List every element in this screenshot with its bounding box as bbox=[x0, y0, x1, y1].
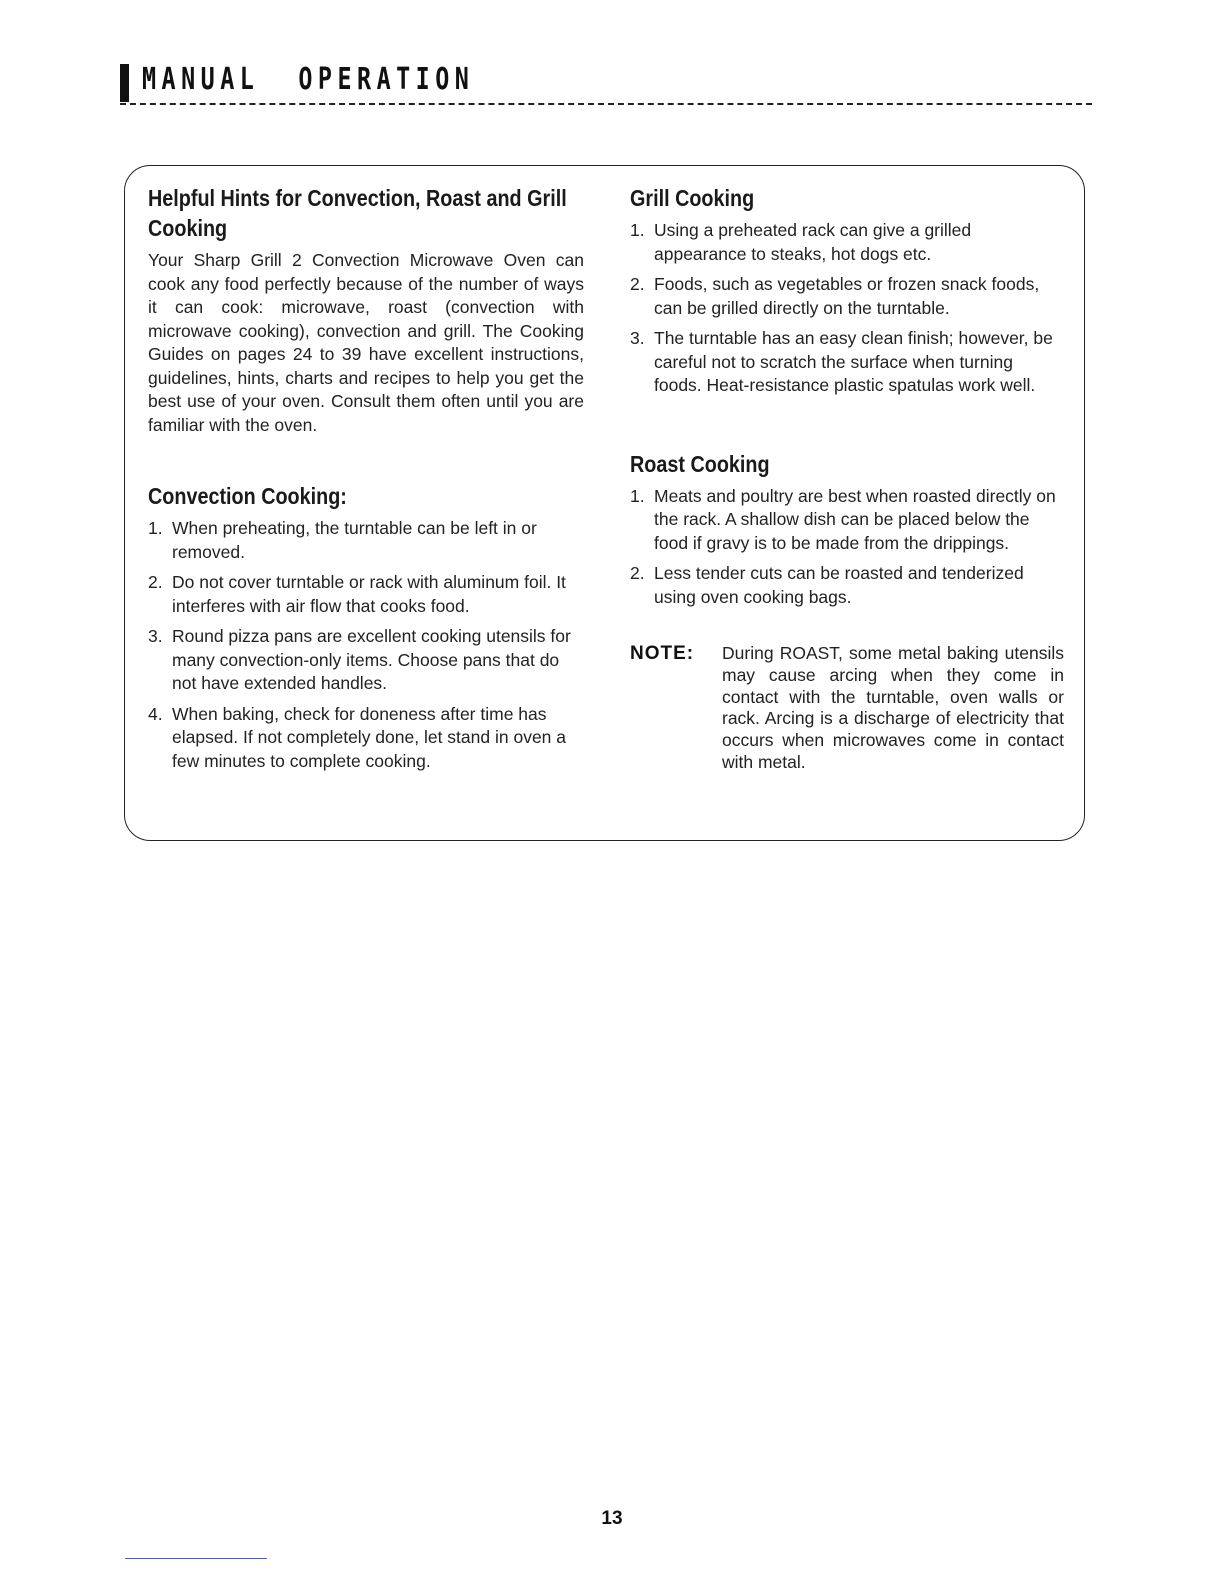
right-column bbox=[630, 183, 1064, 774]
list-item: 1. When preheating, the turntable can be left in or removed. bbox=[148, 518, 537, 562]
grill-heading: Grill Cooking bbox=[630, 185, 755, 211]
left-column bbox=[148, 183, 584, 780]
convection-heading: Convection Cooking: bbox=[148, 483, 347, 509]
page-header bbox=[120, 62, 1092, 106]
list-item: 1. Meats and poultry are best when roasted directly on the rack. A shallow dish can be placed below the food if gravy is to be made from the drippings. bbox=[630, 485, 1056, 553]
convection-list bbox=[148, 517, 584, 773]
grill-list bbox=[630, 219, 1064, 398]
footer-rule bbox=[125, 1558, 267, 1559]
list-item: 4. When baking, check for doneness after time has elapsed. If not completely done, let stand in oven a few minutes to complete cooking. bbox=[148, 703, 567, 771]
list-item: 2. Less tender cuts can be roasted and tenderized using oven cooking bags. bbox=[630, 563, 1024, 607]
list-item: 2. Foods, such as vegetables or frozen snack foods, can be grilled directly on the turntable. bbox=[630, 274, 1040, 318]
roast-note bbox=[630, 643, 1064, 774]
roast-list bbox=[630, 485, 1064, 610]
page-number: 13 bbox=[601, 1508, 623, 1529]
roast-heading: Roast Cooking bbox=[630, 450, 770, 477]
hints-heading: Helpful Hints for Convection, Roast and Grill Cooking bbox=[148, 185, 567, 241]
header-marker-bar bbox=[120, 64, 129, 102]
list-item: 3. The turntable has an easy clean finish; however, be careful not to scratch the surface when turning foods. Heat-resistance plastic spatulas work well. bbox=[630, 328, 1053, 395]
header-title: MANUAL OPERATION bbox=[142, 62, 475, 97]
note-text: During ROAST, some metal baking utensils may cause arcing when they come in contact with the turntable, oven walls or rack. Arcing is a discharge of electricity that occurs when microwaves come in contact with metal. bbox=[722, 643, 1064, 772]
list-item: 1. Using a preheated rack can give a grilled appearance to steaks, hot dogs etc. bbox=[630, 220, 972, 264]
hints-text: Your Sharp Grill 2 Convection Microwave Oven can cook any food perfectly because of the number of ways it can cook: microwave, roast (convection with microwave cooking), convection and grill. The Cooking Guides on pages 24 to 39 have excellent instructions, guidelines, hints, charts and recipes to help you get the best use of your oven. Consult them often until you are familiar with the oven. bbox=[148, 250, 584, 435]
list-item: 3. Round pizza pans are excellent cooking utensils for many convection-only items. Choose pans that do not have extended handles. bbox=[148, 626, 571, 693]
header-dashed-rule bbox=[120, 103, 1092, 105]
note-label: NOTE: bbox=[630, 643, 695, 664]
list-item: 2. Do not cover turntable or rack with aluminum foil. It interferes with air flow that cooks food. bbox=[148, 572, 566, 616]
